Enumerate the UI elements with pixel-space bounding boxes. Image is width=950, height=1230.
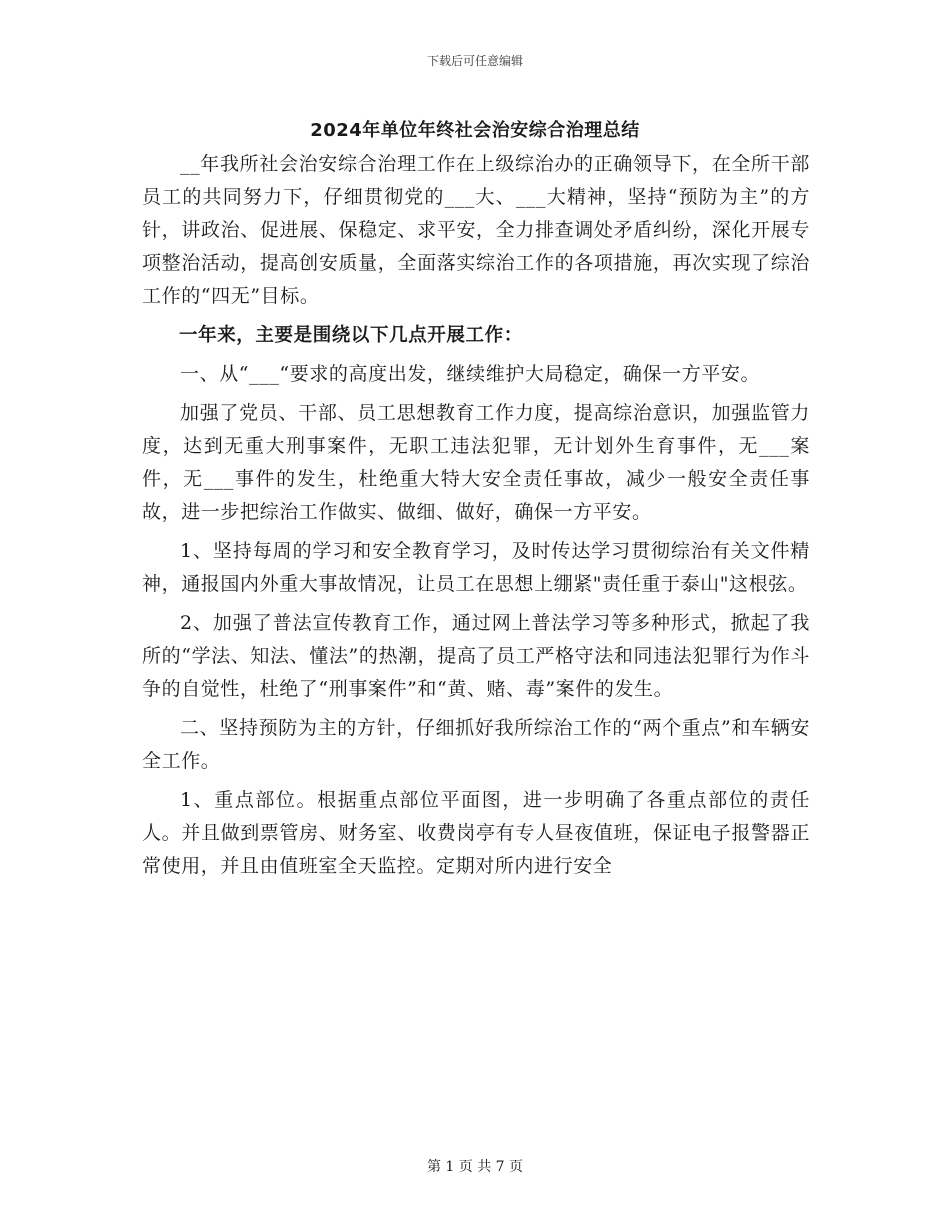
page-header-note: 下载后可任意编辑: [426, 54, 523, 68]
page-footer-page-number: 第 1 页 共 7 页: [426, 1159, 524, 1175]
paragraph-point-one-body: 加强了党员、干部、员工思想教育工作力度，提高综治意识，加强监管力度，达到无重大刑事案件，无职工违法犯罪，无计划外生育事件，无___案件，无___事件的发生，杜绝重大特大安全责任事故，减少一般安全责任事故，进一步把综治工作做实、做细、做好，确保一方平安。: [142, 402, 810, 523]
paragraph-point-one-item-1: 1、坚持每周的学习和安全教育学习，及时传达学习贯彻综治有关文件精神，通报国内外重大事故情况，让员工在思想上绷紧"责任重于泰山"这根弦。: [142, 540, 810, 595]
paragraph-intro: __年我所社会治安综合治理工作在上级综治办的正确领导下，在全所干部员工的共同努力下，仔细贯彻党的___大、___大精神，坚持“预防为主”的方针，讲政治、促进展、保稳定、求平安，全力排查调处矛盾纠纷，深化开展专项整治活动，提高创安质量，全面落实综治工作的各项措施，再次实现了综治工作的“四无”目标。: [142, 153, 810, 307]
document-title: 2024年单位年终社会治安综合治理总结: [310, 120, 640, 141]
paragraph-point-one-heading: 一、从“___“要求的高度出发，继续维护大局稳定，确保一方平安。: [180, 363, 761, 385]
paragraph-point-two-item-1: 1、重点部位。根据重点部位平面图，进一步明确了各重点部位的责任人。并且做到票管房、财务室、收费岗亭有专人昼夜值班，保证电子报警器正常使用，并且由值班室全天监控。定期对所内进行安全: [142, 789, 810, 877]
paragraph-point-two-heading: 二、坚持预防为主的方针，仔细抓好我所综治工作的“两个重点”和车辆安全工作。: [142, 717, 810, 772]
paragraph-section-lead: 一年来，主要是围绕以下几点开展工作：: [179, 325, 523, 346]
document-body: [142, 148, 810, 889]
paragraph-point-one-item-2: 2、加强了普法宣传教育工作，通过网上普法学习等多种形式，掀起了我所的“学法、知法、懂法”的热潮，提高了员工严格守法和同违法犯罪行为作斗争的自觉性，杜绝了“刑事案件”和“黄、赌、毒”案件的发生。: [142, 612, 810, 700]
